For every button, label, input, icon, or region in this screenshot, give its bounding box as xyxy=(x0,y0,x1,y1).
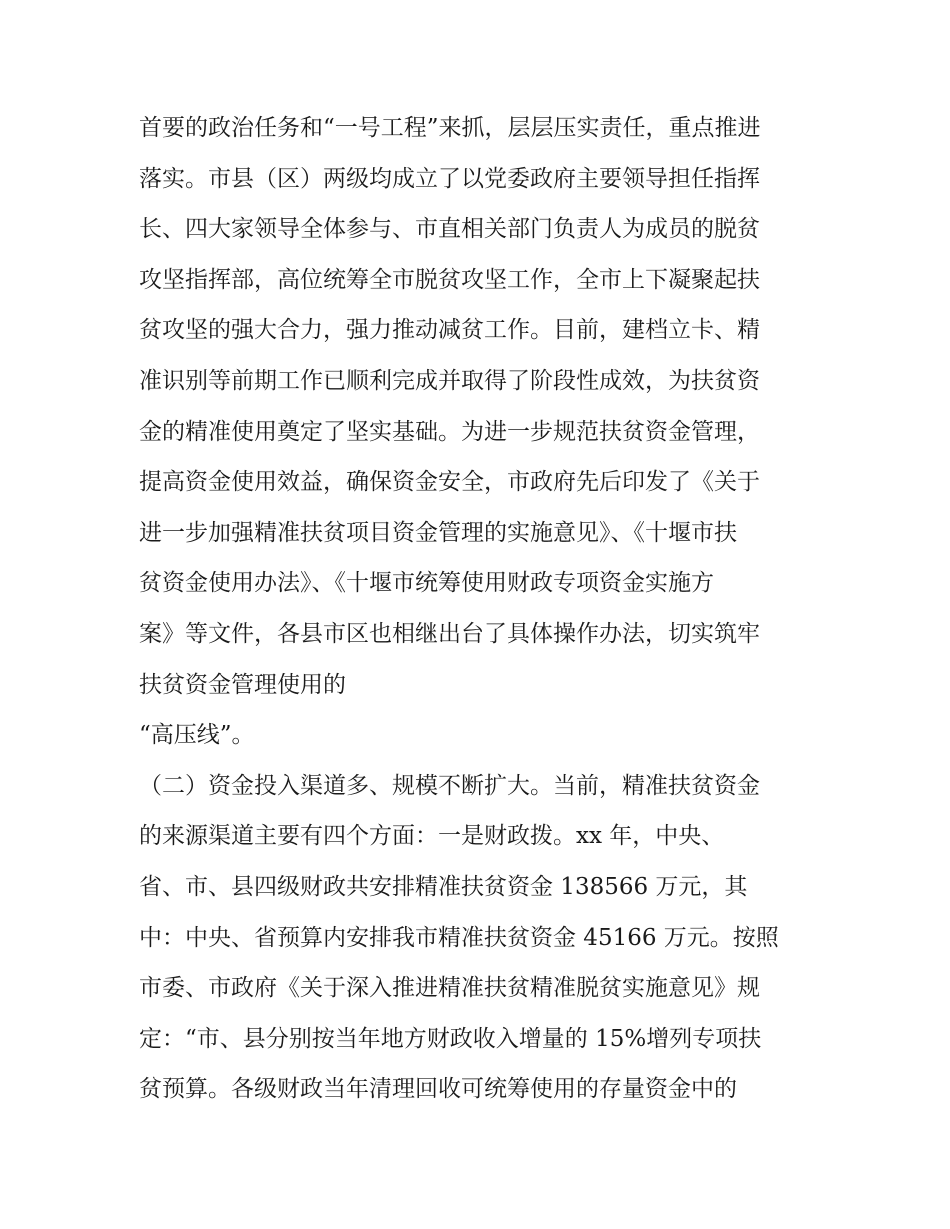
text-line: 贫攻坚的强大合力，强力推动减贫工作。目前，建档立卡、精 xyxy=(139,317,760,344)
text-line: 落实。市县（区）两级均成立了以党委政府主要领导担任指挥 xyxy=(139,165,760,192)
text-line: 中：中央、省预算内安排我市精准扶贫资金 45166 万元。按照 xyxy=(139,924,779,951)
text-line: 金的精准使用奠定了坚实基础。为进一步规范扶贫资金管理， xyxy=(139,418,760,445)
text-line: 准识别等前期工作已顺利完成并取得了阶段性成效，为扶贫资 xyxy=(139,367,760,394)
body-text xyxy=(139,103,829,1115)
text-line: 省、市、县四级财政共安排精准扶贫资金 138566 万元，其 xyxy=(139,873,748,900)
text-line: 贫预算。各级财政当年清理回收可统筹使用的存量资金中的 xyxy=(139,1076,737,1103)
text-line: “高压线”。 xyxy=(139,722,255,749)
text-line: 定：“市、县分别按当年地方财政收入增量的 15%增列专项扶 xyxy=(139,1025,762,1052)
text-line: 的来源渠道主要有四个方面：一是财政拨。xx 年，中央、 xyxy=(139,823,725,850)
text-line: 攻坚指挥部，高位统筹全市脱贫攻坚工作，全市上下凝聚起扶 xyxy=(139,266,760,293)
text-line: 贫资金使用办法》、《十堰市统筹使用财政专项资金实施方 xyxy=(139,570,714,597)
text-line: 首要的政治任务和“一号工程”来抓，层层压实责任，重点推进 xyxy=(139,115,761,141)
text-line: 市委、市政府《关于深入推进精准扶贫精准脱贫实施意见》规 xyxy=(139,975,760,1002)
text-line: 进一步加强精准扶贫项目资金管理的实施意见》、《十堰市扶 xyxy=(139,519,737,546)
text-line: 长、四大家领导全体参与、市直相关部门负责人为成员的脱贫 xyxy=(139,216,760,243)
text-line: 扶贫资金管理使用的 xyxy=(139,671,346,698)
section-heading-line: （二）资金投入渠道多、规模不断扩大。当前，精准扶贫资金 xyxy=(139,772,760,799)
text-line: 提高资金使用效益，确保资金安全，市政府先后印发了《关于 xyxy=(139,469,760,496)
text-line: 案》等文件，各县市区也相继出台了具体操作办法，切实筑牢 xyxy=(139,620,760,647)
